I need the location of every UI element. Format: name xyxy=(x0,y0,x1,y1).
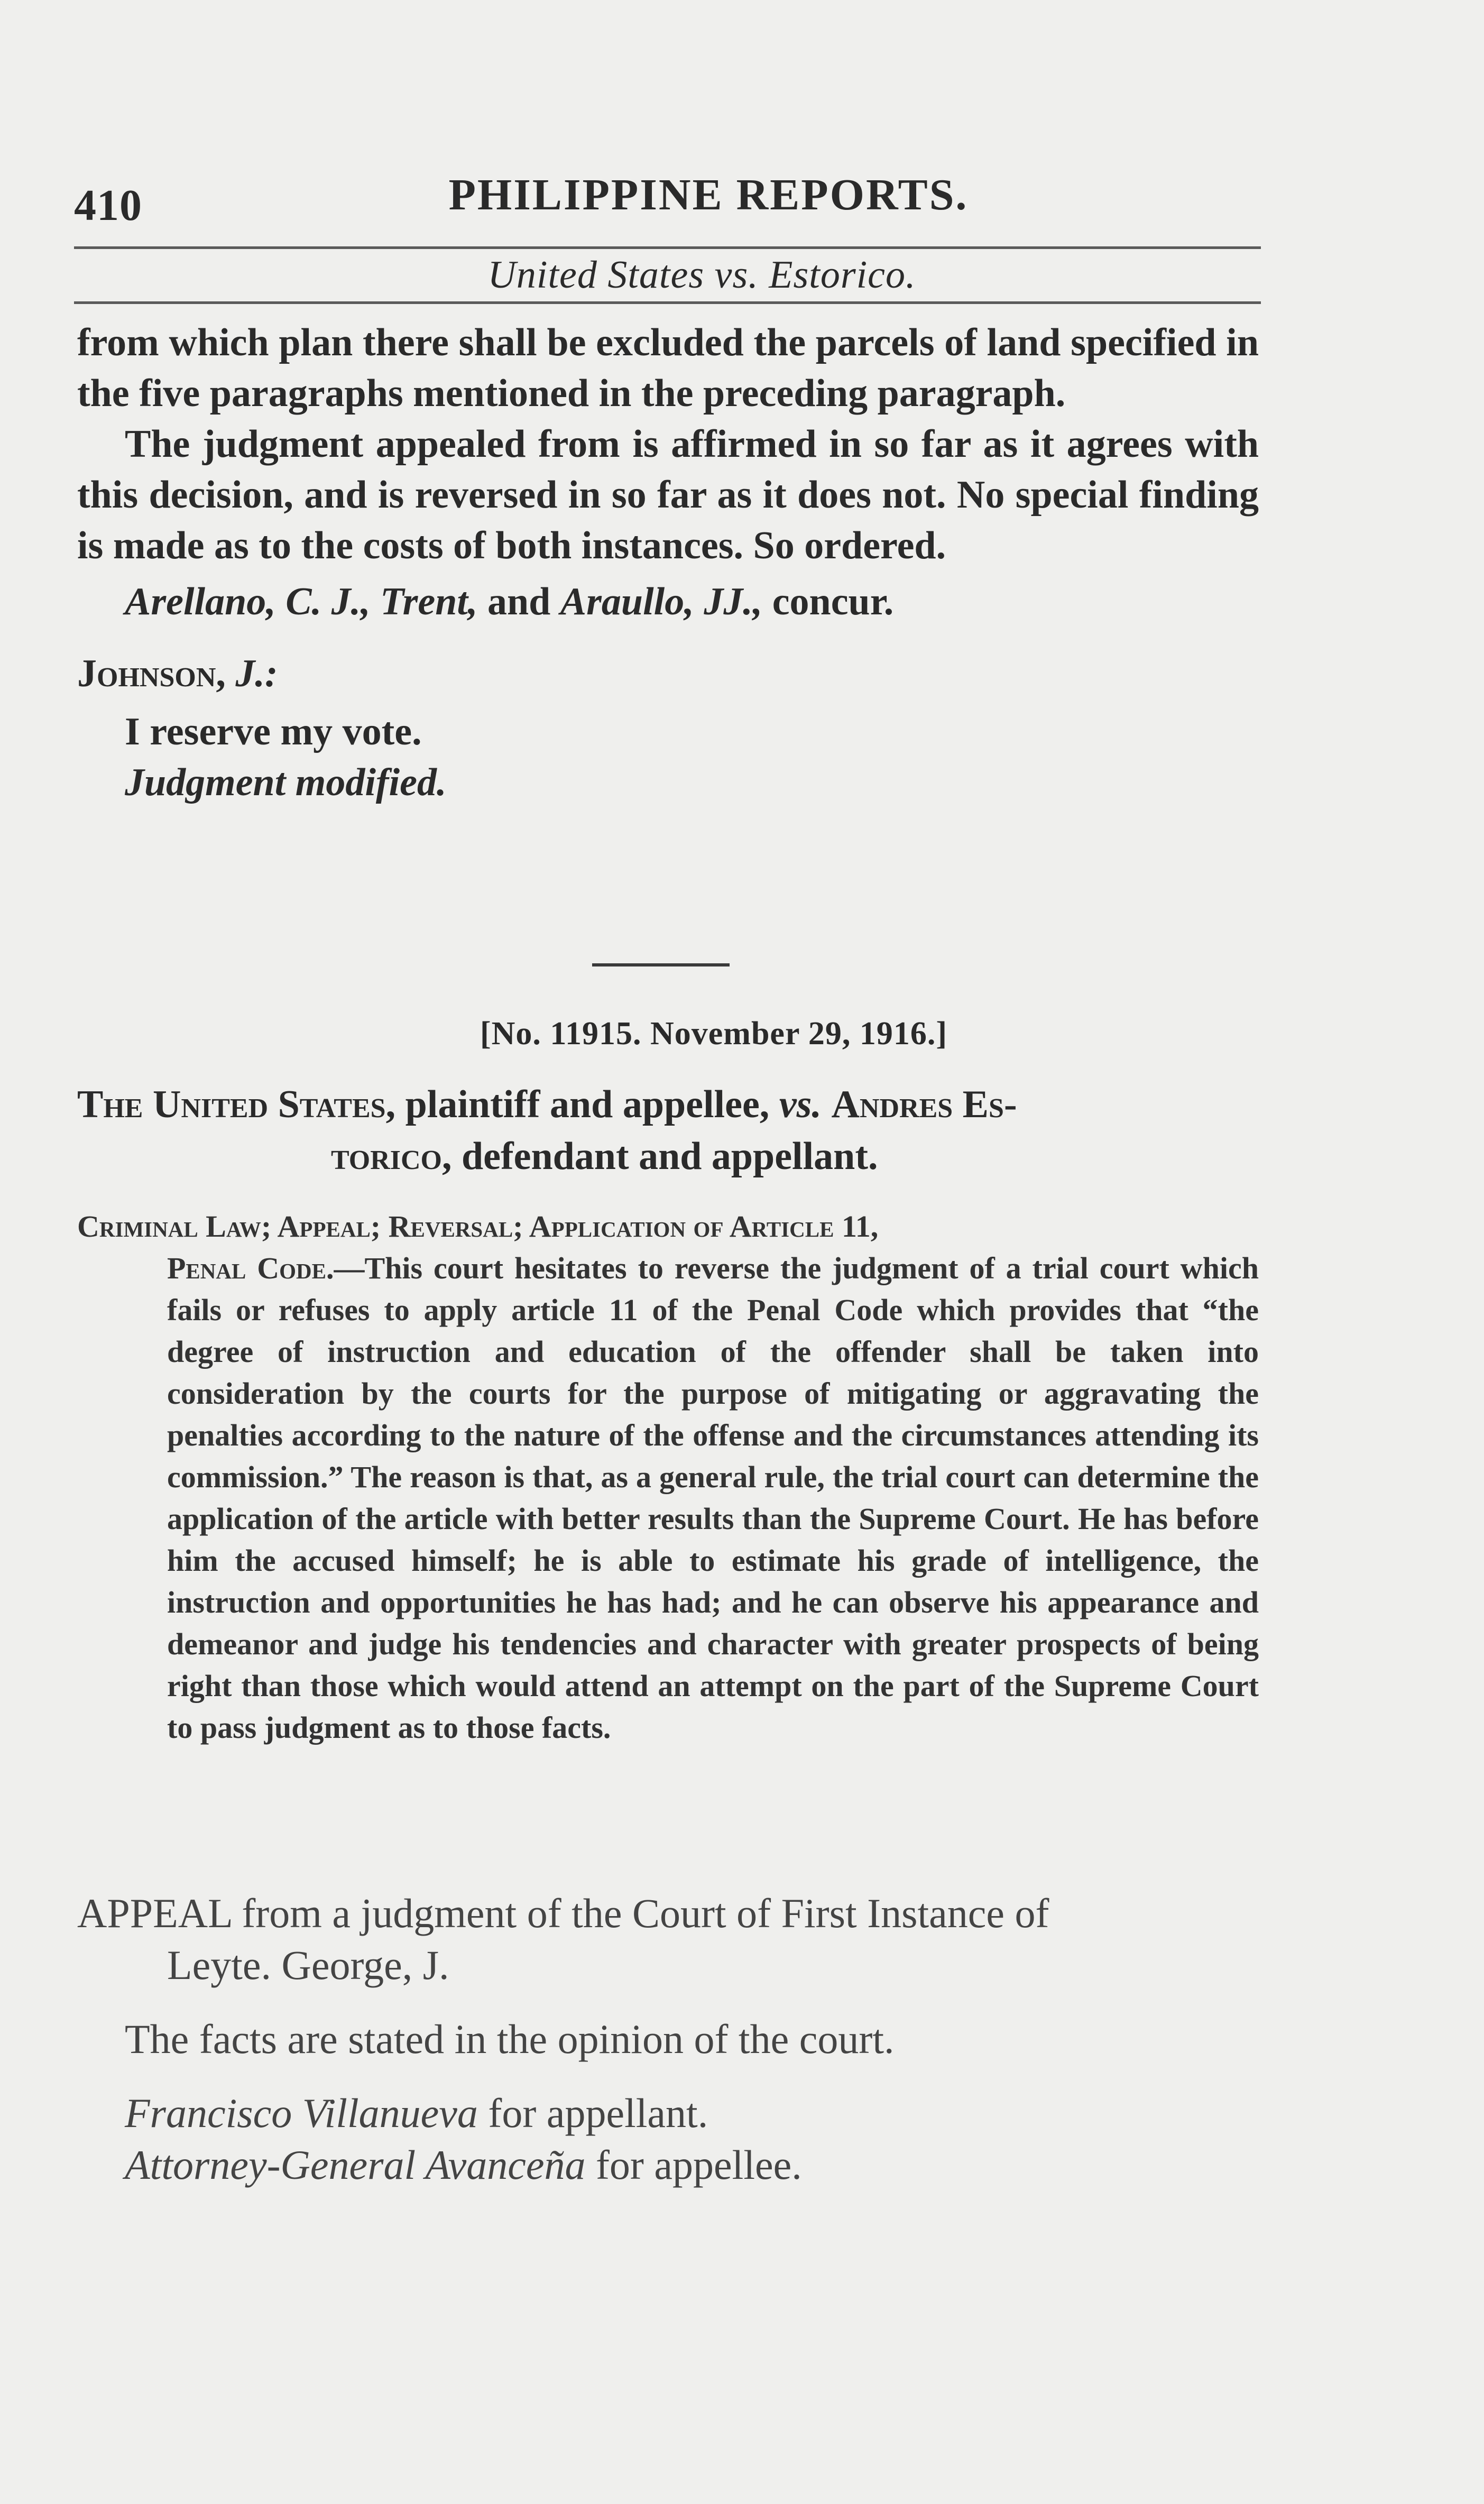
plaintiff-role: plaintiff and appellee, xyxy=(405,1083,770,1126)
defendant-name-part1: Andres Es- xyxy=(831,1083,1017,1126)
versus: vs. xyxy=(779,1083,822,1126)
header-rule-bottom xyxy=(74,301,1261,304)
justice-name: Johnson, xyxy=(77,652,226,695)
appellant-counsel-name: Francisco Villanueva xyxy=(125,2090,478,2136)
appellee-counsel-role: for appellee. xyxy=(595,2142,802,2188)
concur-and: and xyxy=(487,580,551,623)
caption-line-2 xyxy=(77,1130,1259,1182)
appellee-counsel-name: Attorney-General Avanceña xyxy=(125,2142,586,2188)
running-head: PHILIPPINE REPORTS. xyxy=(448,170,969,219)
appeal-section xyxy=(77,1888,1259,2191)
page-number: 410 xyxy=(74,181,142,230)
case-caption xyxy=(77,1079,1259,1182)
syllabus-heading xyxy=(77,1205,1259,1247)
concurring-justices: Arellano, C. J., Trent, xyxy=(125,580,478,623)
syllabus-topic-end: Penal Code. xyxy=(167,1251,334,1285)
concurrence-line xyxy=(77,576,1259,627)
justice-title: J.: xyxy=(235,652,278,695)
defendant-name-part2: torico, xyxy=(331,1135,452,1178)
case-title-header: United States vs. Estorico. xyxy=(487,253,916,297)
separate-opinion-heading xyxy=(77,648,1259,699)
header-rule-top xyxy=(74,246,1261,249)
syllabus-topics: Criminal Law; Appeal; Reversal; Application of Article 11, xyxy=(77,1209,879,1244)
syllabus xyxy=(77,1205,1259,1748)
defendant-role: defendant and appellant. xyxy=(461,1135,878,1178)
appeal-line-2: Leyte. George, J. xyxy=(167,1942,449,1988)
page-header xyxy=(74,169,1258,243)
concur-word: concur. xyxy=(772,580,894,623)
plaintiff-name: The United States, xyxy=(77,1083,396,1126)
concurring-justices-2: Araullo, JJ., xyxy=(560,580,763,623)
syllabus-text: —This court hesitates to reverse the judgment of a trial court which fails or refuses to apply article 11 of the Penal Code which provides that “the degree of instruction and education of the offender shall be taken into consideration by the courts for the purpose of mitigating or aggravating the penalties according to the nature of the offense and the circumstances attending its commission.” The reason is that, as a general rule, the trial court can determine the application of the article with better results than the Supreme Court. He has before him the accused himself; he is able to estimate his grade of intelligence, the instruction and opportunities he has had; and he can observe his appearance and demeanor and judge his tendencies and character with greater prospects of being right than those which would attend an attempt on the part of the Supreme Court to pass judgment as to those facts. xyxy=(167,1251,1259,1745)
counsel-appellee xyxy=(77,2139,1259,2191)
docket-line: [No. 11915. November 29, 1916.] xyxy=(480,1016,947,1052)
facts-statement: The facts are stated in the opinion of the court. xyxy=(125,2016,895,2062)
caption-line-1 xyxy=(77,1079,1259,1130)
paragraph-continued: from which plan there shall be excluded the parcels of land specified in the five paragraphs mentioned in the preceding paragraph. xyxy=(77,321,1259,415)
appellant-counsel-role: for appellant. xyxy=(488,2090,708,2136)
paragraph-judgment: The judgment appealed from is affirmed in so far as it agrees with this decision, and is reversed in so far as it does not. No special finding is made as to the costs of both instances. So ordered. xyxy=(77,422,1259,567)
appeal-line-1: APPEAL from a judgment of the Court of First Instance of xyxy=(77,1890,1049,1936)
prior-case-conclusion xyxy=(77,317,1259,808)
counsel-appellant xyxy=(77,2087,1259,2139)
section-divider xyxy=(592,963,730,966)
case-result: Judgment modified. xyxy=(125,761,447,804)
syllabus-body xyxy=(77,1247,1259,1748)
reserve-vote: I reserve my vote. xyxy=(125,710,422,753)
